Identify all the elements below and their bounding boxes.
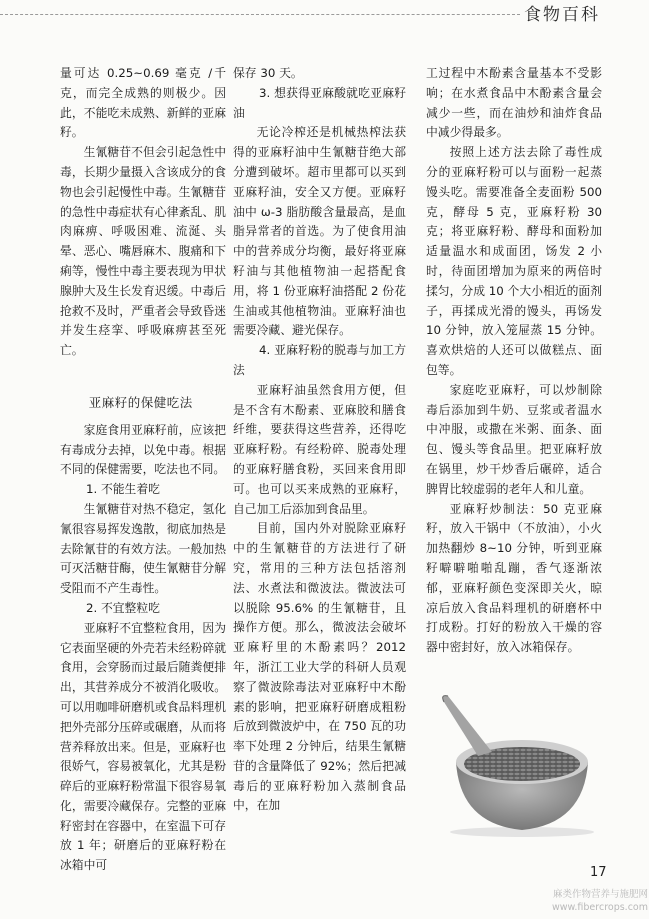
paragraph: 亚麻籽不宜整粒食用，因为它表面坚硬的外壳若未经粉碎就食用，会穿肠而过最后随粪便排出，其营养成分不被消化吸收。可以用咖啡研磨机或食品料理机把外壳部分压碎或碾磨，从而将营养释放出来。但是，亚麻籽也很娇气，容易被氧化，尤其是粉碎后的亚麻籽粉常温下很容易氧化，需要冷藏保存。完整的亚麻籽密封在容器中，在室温下可存放 1 年；研磨后的亚麻籽粉在冰箱中可 xyxy=(60,620,226,873)
watermark-line: www.fibercrops.com xyxy=(551,902,648,913)
paragraph: 目前，国内外对脱除亚麻籽中的生氰糖苷的方法进行了研究，常用的三种方法包括溶剂法、水煮法和微波法。微波法可以脱除 95.6% 的生氰糖苷，且操作方便。那么，微波法会破坏亚麻籽里的木酚素吗？2012 年，浙江工业大学的科研人员观察了微波除毒法对亚麻籽中木酚素的影响，把亚麻籽研磨成粗粉后放到微波炉中，在 750 瓦的功率下处理 2 分钟后，结果生氰糖苷的含量降低了 92%；然后把减毒后的亚麻籽粉加入蒸制食品中，在加 xyxy=(233,521,406,813)
header-rule xyxy=(0,14,520,15)
paragraph: 工过程中木酚素含量基本不受影响；在水煮食品中木酚素含量会减少一些，而在油炒和油炸食品中减少得最多。 xyxy=(426,66,602,140)
paragraph: 家庭吃亚麻籽，可以炒制除毒后添加到牛奶、豆浆或者温水中冲服，或撒在米粥、面条、面包、馒头等食品里。把亚麻籽放在锅里，炒干炒香后碾碎，适合脾胃比较虚弱的老年人和儿童。 xyxy=(426,382,602,496)
paragraph: 量可达 0.25~0.69 毫克 /千克，而完全成熟的则极少。因此，不能吃未成熟、新鲜的亚麻籽。 xyxy=(60,66,226,140)
section-heading: 亚麻籽的保健吃法 xyxy=(88,394,193,410)
subheading: 2. 不宜整粒吃 xyxy=(85,600,160,615)
watermark-line: 麻类作物营养与施肥网 xyxy=(552,889,648,900)
paragraph: 生氰糖苷不但会引起急性中毒，长期少量摄入含该成分的食物也会引起慢性中毒。生氰糖苷的急性中毒症状有心律紊乱、肌肉麻痹、呼吸困难、流涎、头晕、恶心、嘴唇麻木、腹痛和下痢等，慢性中毒主要表现为甲状腺肿大及生长发育迟缓。中毒后抢救不及时，严重者会导致昏迷并发生痉挛、呼吸麻痹甚至死亡。 xyxy=(60,145,226,358)
mortar-with-flaxseed-icon xyxy=(436,692,602,838)
paragraph: 亚麻籽油虽然食用方便，但是不含有木酚素、亚麻胶和膳食纤维，要获得这些营养，还得吃亚麻籽粉。有经粉碎、脱毒处理的亚麻籽膳食粉，买回来食用即可。也可以买来成熟的亚麻籽，自己加工后添加到食品里。 xyxy=(233,382,406,516)
paragraph: 无论冷榨还是机械热榨法获得的亚麻籽油中生氰糖苷绝大部分遭到破坏。超市里都可以买到亚麻籽油，安全又方便。亚麻籽油中 ω-3 脂肪酸含量最高，是血脂异常者的首选。为了使食用油中的营养成分均衡，最好将亚麻籽油与其他植物油一起搭配食用，将 1 份亚麻籽油搭配 2 份花生油或其他植物油。亚麻籽油也需要冷藏、避光保存。 xyxy=(233,125,406,338)
column-2 xyxy=(233,64,406,816)
paragraph: 生氰糖苷对热不稳定，氢化氰很容易挥发逸散，彻底加热是去除氰苷的有效方法。一般加热可灭活糖苷酶，使生氰糖苷分解受阻而不产生毒性。 xyxy=(60,501,226,596)
paragraph: 保存 30 天。 xyxy=(233,66,303,80)
column-1 xyxy=(60,64,226,876)
subheading: 1. 不能生着吃 xyxy=(85,482,160,497)
column-3 xyxy=(426,64,602,658)
paragraph: 亚麻籽炒制法：50 克亚麻籽，放入干锅中（不放油），小火加热翻炒 8~10 分钟，听到亚麻籽噼噼啪啪乱蹦，香气逐渐浓郁，亚麻籽颜色变深即关火，晾凉后放入食品料理机的研磨杯中打成粉。打好的粉放入干燥的容器中密封好，放入冰箱保存。 xyxy=(426,501,602,655)
paragraph: 按照上述方法去除了毒性成分的亚麻籽粉可以与面粉一起蒸馒头吃。需要准备全麦面粉 500 克，酵母 5 克，亚麻籽粉 30 克；将亚麻籽粉、酵母和面粉加适量温水和成面团，饧发 2 小时，待面团增加为原来的两倍时揉匀，分成 10 个大小相近的面剂子，再揉成光滑的馒头，再饧发 10 分钟，放入笼屉蒸 15 分钟。喜欢烘焙的人还可以做糕点、面包等。 xyxy=(426,145,602,377)
page-number: 17 xyxy=(590,865,607,880)
watermark xyxy=(530,888,648,914)
subheading: 3. 想获得亚麻酸就吃亚麻籽油 xyxy=(233,85,406,120)
paragraph: 家庭食用亚麻籽前，应该把有毒成分去掉，以免中毒。根据不同的保健需要，吃法也不同。 xyxy=(60,422,226,477)
section-label: 食物百科 xyxy=(524,5,600,25)
subheading: 4. 亚麻籽粉的脱毒与加工方法 xyxy=(233,343,406,377)
